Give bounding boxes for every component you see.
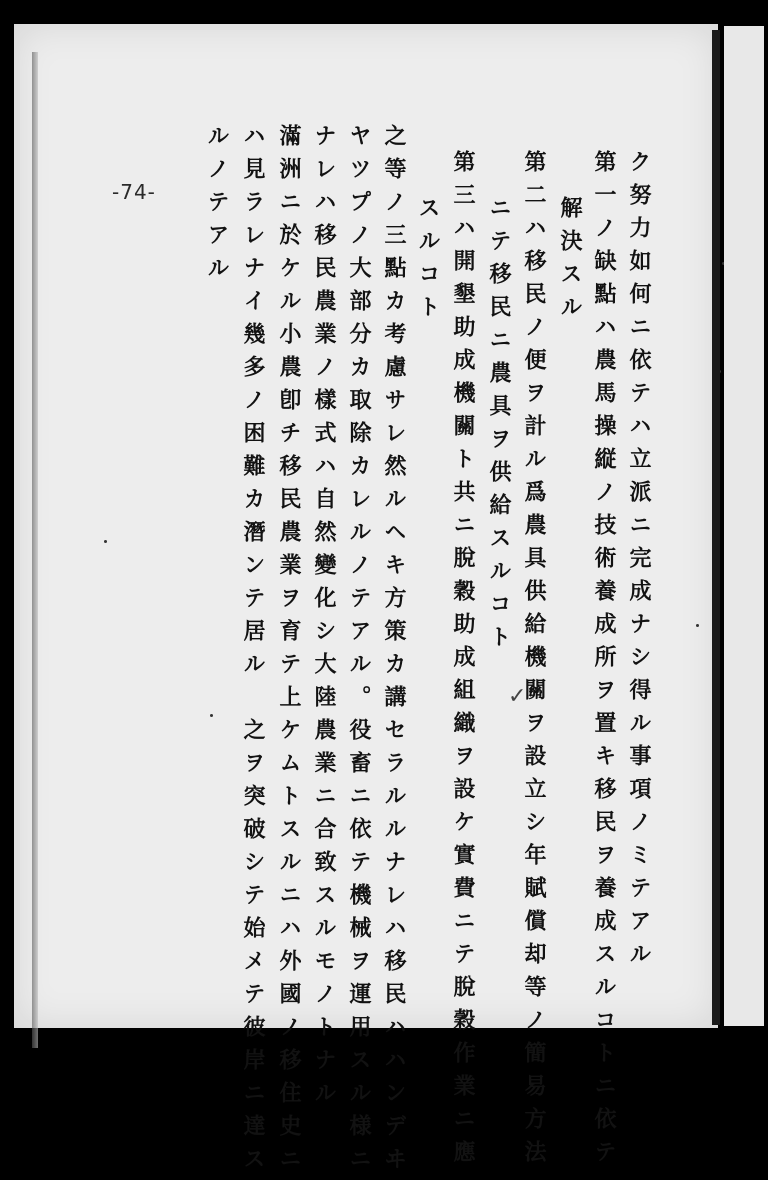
- text-column: 之等ノ三點カ考慮サレ然ルヘキ方策カ講セラルルナレハ移民ハハンデヰ: [381, 124, 407, 1180]
- text-column: ナレハ移民農業ノ樣式ハ自然變化シ大陸農業ニ合致スルモノトナル: [311, 124, 337, 1114]
- pencil-checkmark: ✓: [508, 684, 527, 709]
- text-column: スルコト: [415, 196, 441, 328]
- text-column: 第一ノ缺點ハ農馬操縦ノ技術養成所ヲ置キ移民ヲ養成スルコトニ依テ: [591, 150, 617, 1173]
- text-column: ヤツプノ大部分カ取除カレルノテアル。役畜ニ依テ機械ヲ運用スル様ニ: [346, 124, 372, 1180]
- binding-edge: [32, 52, 38, 1048]
- text-column: ルノテアル: [204, 124, 230, 289]
- text-column: 第二ハ移民ノ便ヲ計ル爲農具供給機關ヲ設立シ年賦償却等ノ簡易方法: [521, 150, 547, 1173]
- text-column: 滿洲ニ於ケル小農卽チ移民農業ヲ育テ上ケムトスルニハ外國ノ移住史ニ: [276, 124, 302, 1180]
- page-edge-shadow: [712, 30, 720, 1025]
- speck: [104, 540, 107, 543]
- page-number: -74-: [112, 180, 156, 204]
- text-column: 解決スル: [557, 196, 583, 328]
- text-column: 第三ハ開墾助成機關ト共ニ脫穀助成組織ヲ設ケ實費ニテ脫穀作業ニ應: [450, 150, 476, 1173]
- text-column: ク努力如何ニ依テハ立派ニ完成ナシ得ル事項ノミテアル: [626, 150, 652, 975]
- text-column: ハ見ラレナイ幾多ノ困難カ潛ンテ居ル 之ヲ突破シテ始メテ彼岸ニ達ス: [240, 124, 266, 1180]
- speck: [696, 624, 699, 627]
- book-page: [14, 24, 718, 1180]
- adjacent-page-strip: [724, 26, 764, 1026]
- text-column: ニテ移民ニ農具ヲ供給スルコト: [486, 196, 512, 658]
- speck: [210, 714, 213, 717]
